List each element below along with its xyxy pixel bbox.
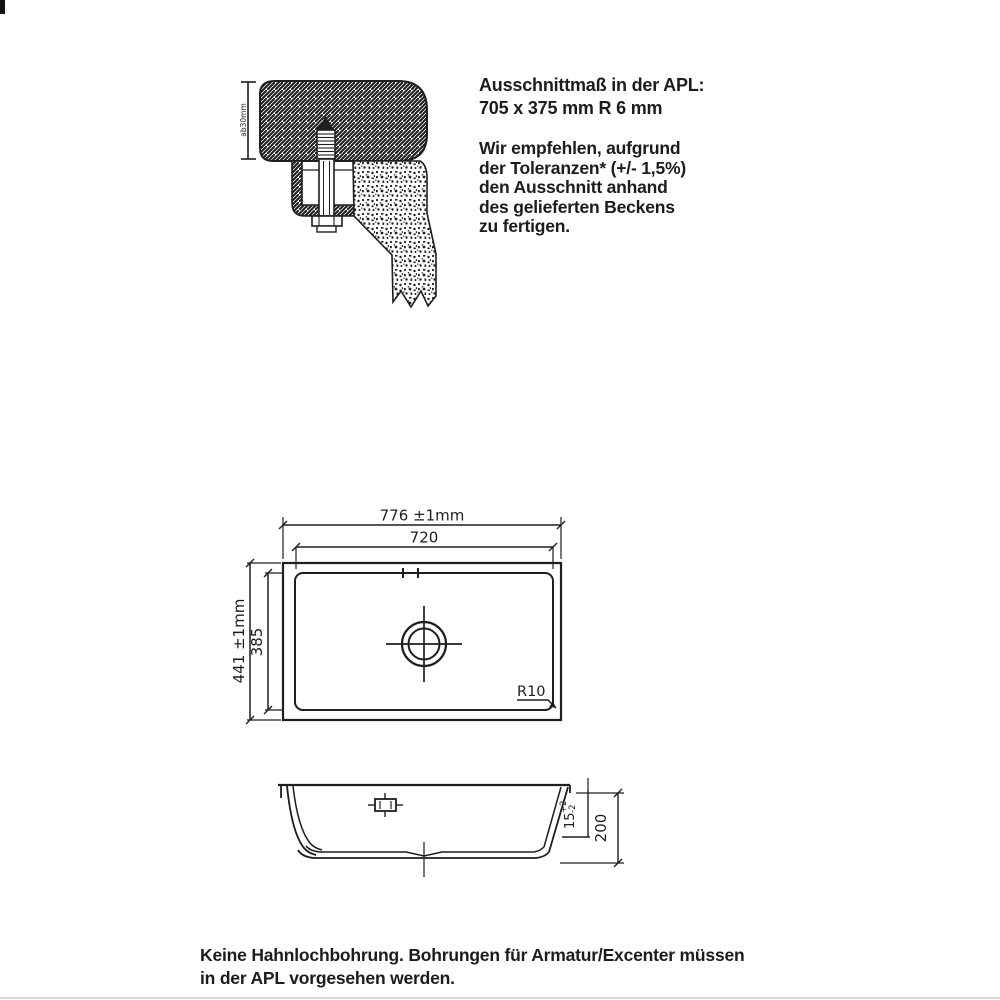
outer-depth-label: 441 ±1mm [230, 598, 248, 684]
drain-symbol [386, 606, 462, 682]
corner-radius-callout [517, 684, 556, 708]
rim-height-label: 15 [563, 812, 578, 829]
scan-artifact [0, 0, 5, 14]
scan-bottom-edge [0, 997, 1000, 999]
ceramic-sink-wall-section [353, 161, 436, 307]
dimension-rim-height [559, 778, 590, 837]
overflow-symbol [368, 793, 403, 817]
countertop-section [260, 81, 427, 161]
countertop-thickness-dimension [239, 82, 256, 159]
cutout-body-line5: zu fertigen. [479, 216, 570, 236]
corner-radius-label: R10 [517, 684, 546, 700]
dimension-inner-depth [248, 569, 283, 714]
left-wall-inner [293, 786, 322, 850]
rim-tol-minus-label: -2 [568, 804, 578, 813]
cutout-note [479, 74, 704, 237]
inner-width-label: 720 [409, 528, 439, 547]
sink-side-section-drawing [240, 770, 640, 888]
inner-depth-label: 385 [248, 627, 266, 657]
cutout-body-line4: des gelieferten Beckens [479, 196, 675, 217]
cutout-body-line3: den Ausschnitt anhand [479, 177, 668, 197]
basin-depth-label: 200 [592, 813, 610, 843]
countertop-thickness-label: ab30mm [239, 103, 248, 137]
cutout-heading-line1: Ausschnittmaß in der APL: [479, 75, 705, 95]
cutout-body-line1: Wir empfehlen, aufgrund [479, 138, 681, 158]
cutout-body-line2: der Toleranzen* (+/- 1,5%) [479, 157, 686, 178]
footer-note-line1: Keine Hahnlochbohrung. Bohrungen für Armatur/Excenter müssen [200, 945, 745, 965]
sink-top-view-drawing [225, 495, 625, 745]
footer-note [200, 944, 745, 990]
basin-bottom-inner [306, 846, 544, 856]
cutout-heading-line2: 705 x 375 mm R 6 mm [479, 98, 663, 118]
mounting-detail-drawing [235, 58, 480, 326]
footer-note-line2: in der APL vorgesehen werden. [200, 968, 455, 988]
rim-tol-plus-label: +2 [559, 800, 569, 813]
outer-width-label: 776 ±1mm [379, 506, 465, 525]
